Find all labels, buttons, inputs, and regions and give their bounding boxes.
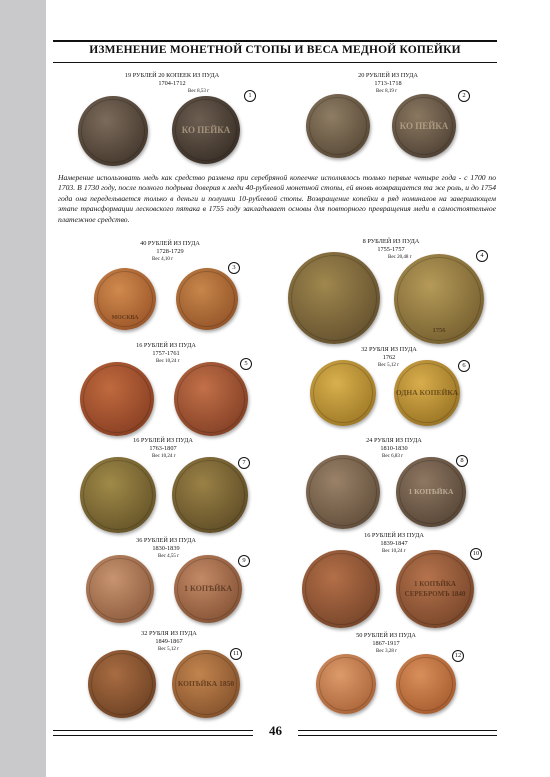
coin-label: [300, 72, 476, 88]
coin-inscription: 1 КОПѢЙКА: [184, 584, 232, 593]
coin-dates: 1867-1917: [372, 640, 400, 647]
coin-weight: Вес 5,12 г: [378, 363, 400, 368]
coin-inscription: 1756: [432, 326, 446, 334]
coin-group-9: [78, 537, 268, 637]
coin-rate: 36 РУБЛЕЙ ИЗ ПУДА: [136, 537, 196, 544]
coin-number-badge: 1: [244, 90, 256, 102]
coin-obverse: [94, 268, 156, 330]
coin-label: [78, 342, 254, 358]
coin-inscription: МОСКВА: [111, 314, 139, 321]
coin-rate: 16 РУБЛЕЙ ИЗ ПУДА: [364, 532, 424, 539]
coin-reverse: [172, 96, 240, 164]
coin-label: [72, 72, 272, 88]
coin-obverse: [78, 96, 148, 166]
coin-weight: Вес 10,24 г: [156, 359, 180, 364]
coin-label: [310, 632, 462, 648]
coin-group-1: [72, 72, 272, 172]
coin-number-badge: 3: [228, 262, 240, 274]
coin-reverse: [174, 362, 248, 436]
coin-inscription: ОДНА КОПЕЙКА: [395, 388, 459, 397]
coin-weight: Вес 8,53 г: [188, 89, 210, 94]
coin-group-2: [300, 72, 500, 172]
coin-obverse: [88, 650, 156, 718]
coin-rate: 32 РУБЛЯ ИЗ ПУДА: [361, 346, 417, 353]
coin-group-7: [78, 437, 258, 537]
coin-rate: 24 РУБЛЯ ИЗ ПУДА: [366, 437, 422, 444]
coin-group-10: [300, 532, 496, 642]
coin-rate: 16 РУБЛЕЙ ИЗ ПУДА: [133, 437, 193, 444]
coin-rate: 20 РУБЛЕЙ ИЗ ПУДА: [358, 72, 418, 79]
coin-label: [78, 437, 248, 453]
coin-dates: 1704-1712: [158, 80, 186, 87]
coin-obverse: [306, 455, 380, 529]
coin-inscription: КО ПЕЙКА: [399, 121, 449, 131]
coin-rate: 50 РУБЛЕЙ ИЗ ПУДА: [356, 632, 416, 639]
coin-dates: 1728-1729: [156, 248, 184, 255]
coin-group-4: [286, 238, 496, 348]
footer-rule-left: [53, 730, 253, 736]
intro-paragraph: Намерение использовать медь как средство размена при серебряной копеечке исполнялось только первые четыре года - с 1700 по 1703. В 1730 году, после полного подрыва доверия к меди 40-рублевой монетной стопы, ей вновь возвращается та же роль, и до 1754 года она передельвается только в деньги и полушки 10-рублевой стопы. Возвращение копейки в ряд номиналов на завершающем этапе трансформации лесковского пятака в 1755 году закладывает основы для повторного превращения меди в самостоятельное платежное средство.: [58, 173, 496, 224]
coin-dates: 1762: [382, 354, 396, 361]
coin-rate: 40 РУБЛЕЙ ИЗ ПУДА: [140, 240, 200, 247]
coin-dates: 1849-1867: [155, 638, 183, 645]
coin-rate: 8 РУБЛЕЙ ИЗ ПУДА: [362, 238, 420, 245]
coin-obverse: [80, 362, 154, 436]
coin-weight: Вес 4,55 г: [158, 554, 180, 559]
coin-reverse: [396, 457, 466, 527]
coin-obverse: [86, 555, 154, 623]
coin-number-badge: 10: [470, 548, 482, 560]
coin-number-badge: 8: [456, 455, 468, 467]
title-rule: [53, 62, 497, 63]
coin-group-6: [306, 346, 486, 446]
coin-obverse: [288, 252, 380, 344]
coin-dates: 1839-1847: [380, 540, 408, 547]
coin-number-badge: 12: [452, 650, 464, 662]
coin-obverse: [310, 360, 376, 426]
coin-group-8: [306, 437, 486, 537]
coin-reverse: [396, 654, 456, 714]
coin-obverse: [316, 654, 376, 714]
coin-obverse: [302, 550, 380, 628]
coin-number-badge: 5: [240, 358, 252, 370]
coin-weight: Вес 5,12 г: [158, 647, 180, 652]
coin-label: [84, 630, 254, 646]
coin-dates: 1713-1718: [374, 80, 402, 87]
coin-reverse: [172, 457, 248, 533]
coin-group-3: [90, 240, 250, 350]
coin-number-badge: 4: [476, 250, 488, 262]
coin-weight: Вес 10,24 г: [382, 549, 406, 554]
page-sidebar-band: [0, 0, 46, 777]
coin-label: [78, 537, 254, 553]
coin-weight: Вес 20,48 г: [388, 255, 412, 260]
coin-group-12: [310, 632, 490, 727]
coin-reverse: [394, 360, 460, 426]
coin-weight: Вес 10,24 г: [152, 454, 176, 459]
coin-dates: 1763-1807: [149, 445, 177, 452]
coin-group-11: [84, 630, 274, 725]
top-rule: [53, 40, 497, 42]
coin-number-badge: 2: [458, 90, 470, 102]
coin-dates: 1810-1830: [380, 445, 408, 452]
coin-reverse: [172, 650, 240, 718]
coin-reverse: [396, 550, 474, 628]
coin-number-badge: 9: [238, 555, 250, 567]
coin-label: [90, 240, 250, 256]
coin-number-badge: 7: [238, 457, 250, 469]
footer-rule-right: [298, 730, 497, 736]
coin-rate: 16 РУБЛЕЙ ИЗ ПУДА: [136, 342, 196, 349]
coin-weight: Вес 6,83 г: [382, 454, 404, 459]
coin-label: [306, 346, 472, 362]
coin-label: [306, 437, 482, 453]
coin-dates: 1755-1757: [377, 246, 405, 253]
coin-rate: 32 РУБЛЯ ИЗ ПУДА: [141, 630, 197, 637]
coin-inscription: КО ПЕЙКА: [181, 125, 231, 135]
coin-reverse: [392, 94, 456, 158]
page-title: ИЗМЕНЕНИЕ МОНЕТНОЙ СТОПЫ И ВЕСА МЕДНОЙ КОПЕЙКИ: [89, 44, 461, 56]
coin-weight: Вес 4,10 г: [152, 257, 174, 262]
coin-inscription: КОПѢЙКА 1850: [177, 679, 235, 688]
coin-number-badge: 11: [230, 648, 242, 660]
page-number: 46: [269, 723, 282, 738]
coin-reverse: [176, 268, 238, 330]
coin-weight: Вес 3,28 г: [376, 649, 398, 654]
coin-label: [286, 238, 496, 254]
coin-inscription: 1 КОПѢЙКА: [408, 487, 454, 496]
coin-obverse: [306, 94, 370, 158]
coin-number-badge: 6: [458, 360, 470, 372]
coin-obverse: [80, 457, 156, 533]
coin-label: [300, 532, 488, 548]
coin-reverse: [394, 254, 484, 344]
coin-weight: Вес 8,19 г: [376, 89, 398, 94]
coin-group-5: [78, 342, 258, 442]
coin-rate: 19 РУБЛЕЙ 20 КОПЕЕК ИЗ ПУДА: [124, 72, 220, 79]
coin-reverse: [174, 555, 242, 623]
coin-dates: 1830-1839: [152, 545, 180, 552]
coin-inscription: 1 КОПѢЙКА СЕРЕБРОМЪ 1840: [404, 580, 466, 598]
coin-dates: 1757-1761: [152, 350, 180, 357]
